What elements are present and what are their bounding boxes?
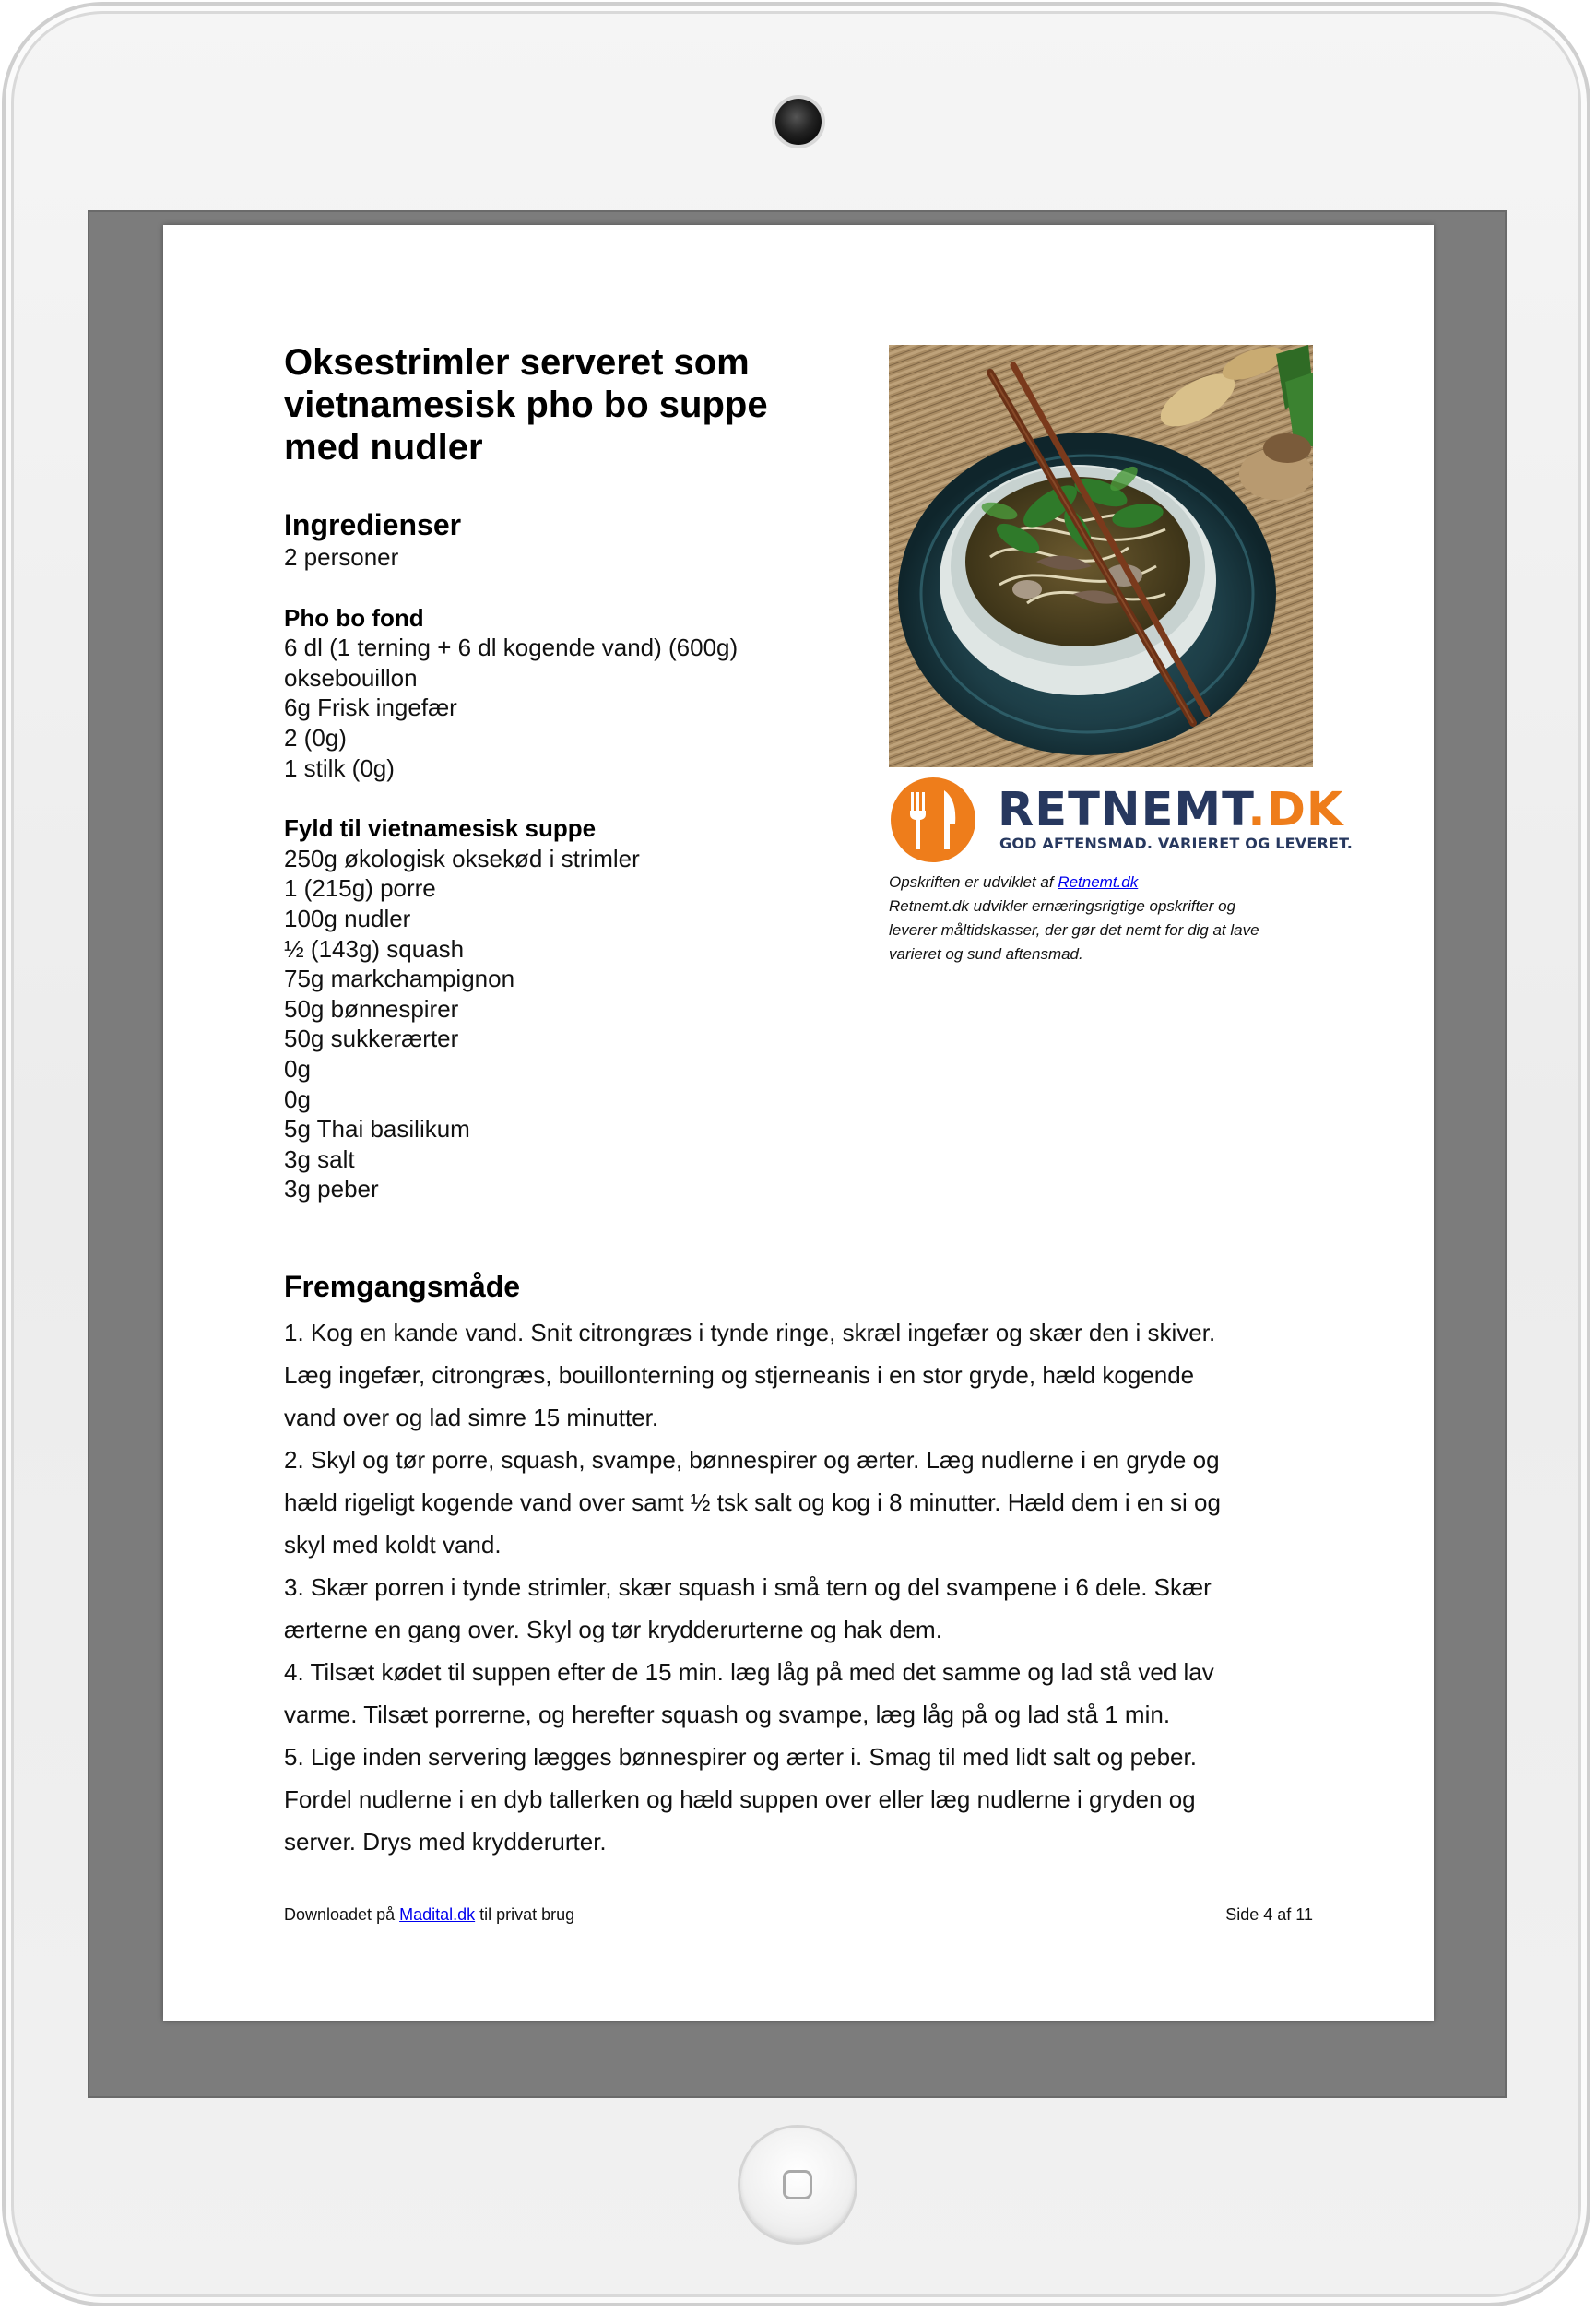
logo-tagline: GOD AFTENSMAD. VARIERET OG LEVERET.	[999, 835, 1354, 852]
servings: 2 personer	[284, 543, 399, 571]
ingredient-item: 75g markchampignon	[284, 965, 515, 993]
ingredient-item: 1 (215g) porre	[284, 874, 436, 903]
recipe-title	[284, 341, 837, 468]
document-page	[163, 225, 1434, 2021]
method-line: Fordel nudlerne i en dyb tallerken og hæld suppen over eller læg nudlerne i gryden og	[284, 1785, 1196, 1813]
method-line: skyl med koldt vand.	[284, 1531, 502, 1559]
recipe-credit	[889, 871, 1313, 966]
ingredient-item: oksebouillon	[284, 663, 418, 692]
ingredient-item: 5g Thai basilikum	[284, 1115, 470, 1144]
title-line: Oksestrimler serveret som	[284, 342, 750, 383]
ingredient-item: 50g bønnespirer	[284, 994, 459, 1023]
home-square-icon	[783, 2170, 812, 2199]
fork-knife-icon	[889, 776, 981, 864]
ingredient-item: 50g sukkerærter	[284, 1025, 459, 1053]
method-line: server. Drys med krydderurter.	[284, 1828, 607, 1856]
home-button[interactable]	[740, 2128, 855, 2242]
ingredients-column	[284, 507, 837, 1204]
method-line: Læg ingefær, citrongræs, bouillonterning og stjerneanis i en stor gryde, hæld kogende	[284, 1361, 1195, 1389]
method-line: hæld rigeligt kogende vand over samt ½ tsk salt og kog i 8 minutter. Hæld dem i en si og	[284, 1488, 1221, 1516]
ingredient-item: 6g Frisk ingefær	[284, 694, 457, 722]
ingredient-item: 2 (0g)	[284, 723, 347, 752]
method-section	[284, 1269, 1317, 1863]
page-footer	[284, 1905, 1313, 1925]
credit-line: varieret og sund aftensmad.	[889, 945, 1083, 963]
section-heading: Fyld til vietnamesisk suppe	[284, 814, 597, 843]
ingredient-item: 0g	[284, 1085, 311, 1113]
credit-line: leverer måltidskasser, der gør det nemt for dig at lave	[889, 921, 1259, 939]
recipe-photo	[889, 345, 1313, 767]
method-heading: Fremgangsmåde	[284, 1270, 521, 1303]
credit-line: Retnemt.dk udvikler ernæringsrigtige opskrifter og	[889, 897, 1236, 915]
method-line: ærterne en gang over. Skyl og tør krydderurterne og hak dem.	[284, 1616, 942, 1643]
method-line: varme. Tilsæt porrerne, og herefter squash og svampe, læg låg på og lad stå 1 min.	[284, 1701, 1171, 1728]
logo-wordmark: RETNEMT.DK	[998, 783, 1344, 837]
ingredient-section-fyld	[284, 813, 837, 1204]
title-line: vietnamesisk pho bo suppe	[284, 385, 768, 425]
ingredient-item: 100g nudler	[284, 904, 411, 932]
ingredient-section-pho-bo-fond	[284, 603, 837, 784]
page-number: Side 4 af 11	[1225, 1905, 1313, 1924]
madital-link[interactable]: Madital.dk	[399, 1905, 476, 1924]
footer-suffix: til privat brug	[475, 1905, 575, 1924]
camera-icon	[775, 99, 822, 145]
ingredient-item: 3g salt	[284, 1144, 355, 1173]
section-heading: Pho bo fond	[284, 603, 424, 632]
ingredient-item: 3g peber	[284, 1175, 379, 1203]
method-line: 2. Skyl og tør porre, squash, svampe, bønnespirer og ærter. Læg nudlerne i en gryde og	[284, 1446, 1220, 1474]
ingredient-item: 250g økologisk oksekød i strimler	[284, 844, 640, 872]
title-line: med nudler	[284, 427, 483, 468]
method-line: 5. Lige inden servering lægges bønnespirer og ærter i. Smag til med lidt salt og peber.	[284, 1743, 1197, 1771]
ingredient-item: 0g	[284, 1054, 311, 1083]
ingredients-heading: Ingredienser	[284, 508, 462, 541]
method-line: 1. Kog en kande vand. Snit citrongræs i tynde ringe, skræl ingefær og skær den i skiver.	[284, 1319, 1216, 1346]
method-line: 3. Skær porren i tynde strimler, skær squash i små tern og del svampene i 6 dele. Skær	[284, 1573, 1212, 1601]
ingredient-item: 6 dl (1 terning + 6 dl kogende vand) (600g)	[284, 634, 739, 662]
ingredient-item: 1 stilk (0g)	[284, 753, 395, 782]
retnemt-logo	[889, 776, 1354, 864]
method-line: vand over og lad simre 15 minutter.	[284, 1404, 659, 1431]
method-line: 4. Tilsæt kødet til suppen efter de 15 min. læg låg på med det samme og lad stå ved lav	[284, 1658, 1214, 1686]
ingredient-item: ½ (143g) squash	[284, 934, 465, 963]
retnemt-link[interactable]: Retnemt.dk	[1058, 873, 1139, 891]
footer-prefix: Downloadet på	[284, 1905, 400, 1924]
credit-prefix: Opskriften er udviklet af	[889, 873, 1058, 891]
